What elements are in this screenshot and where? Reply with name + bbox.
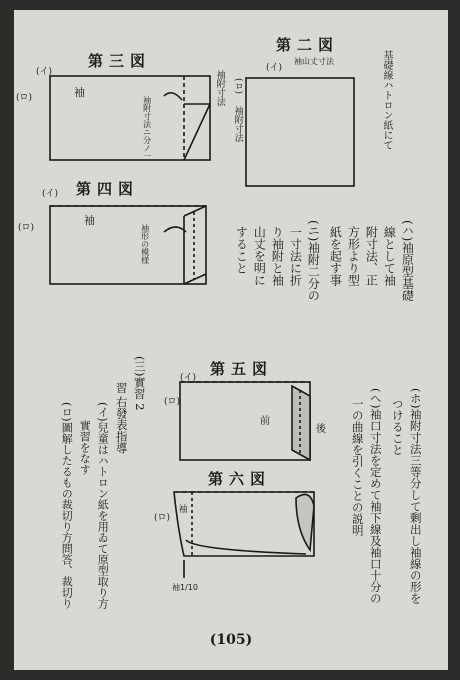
fig4-rect	[50, 206, 206, 284]
fig5-title: 第五図	[210, 360, 274, 378]
fig5-shade	[292, 386, 310, 460]
fig4-sode: 袖	[84, 214, 95, 227]
fig4-title: 第四図	[76, 180, 140, 198]
text-upper-col3: 附寸法、正	[364, 226, 379, 286]
fig6-curve	[186, 540, 306, 554]
fig5-label-i: (イ)	[180, 373, 197, 383]
text-lower-left-col2: 右發表指導	[114, 396, 129, 454]
fig3-sode: 袖	[74, 86, 85, 99]
fig6-sode: 袖	[176, 504, 187, 513]
text-upper-col10: すること	[234, 226, 249, 274]
fig2-rect	[246, 78, 354, 186]
text-upper-col8: り袖附と袖	[270, 226, 285, 286]
fig3-title: 第三図	[88, 52, 152, 70]
text-lower-right-col1: (ホ)袖附寸法三等分して剰出し袖線の形を	[408, 388, 423, 604]
fig3-label-ro: (ロ)	[16, 93, 33, 103]
text-lower-left-col3: 習	[114, 382, 129, 394]
text-lower-left-col5: 實習をなす	[78, 420, 92, 475]
page-number: (105)	[209, 632, 253, 648]
fig2-kiso: 基礎線ハトロン紙にて	[381, 50, 392, 150]
fig6-fraction: 袖1/10	[172, 583, 198, 592]
fig5-label-ro: (ロ)	[164, 397, 181, 407]
text-lower-left-col6: (ロ)圖解したるもの裁切り方問答、裁切り	[60, 402, 74, 609]
fig2-label-ro: (ロ)	[232, 78, 243, 95]
fig4-arrow	[164, 227, 186, 232]
fig4-label-ro: (ロ)	[18, 223, 35, 233]
fig2-title: 第二図	[276, 36, 340, 54]
fig5-rect	[180, 382, 310, 460]
fig2-sodeyama: 袖山丈寸法	[294, 57, 334, 66]
text-lower-right-col2: つけること	[390, 398, 405, 456]
fig3-diagonal	[184, 104, 210, 160]
text-upper-col7: 一寸法に折	[288, 226, 303, 286]
text-upper-col4: 方形より型	[346, 226, 361, 286]
fig5-mae: 前	[260, 416, 270, 427]
fig4-note: 袖形の模様	[140, 224, 150, 264]
fig6-label-ro: (ロ)	[154, 513, 171, 523]
text-upper-col5: 紙を起す事	[328, 226, 343, 286]
text-upper-col2: 線として袖	[382, 226, 397, 286]
fig3-note: 袖附寸法ニ分ノ一	[142, 96, 152, 160]
fig2-label-i: (イ)	[266, 63, 283, 73]
text-upper-col1: (ハ)袖原型基礎	[400, 220, 415, 302]
fig6-shade	[296, 494, 314, 550]
fig3-sodetsuke: 袖附寸法	[214, 70, 225, 106]
fig5-ushiro: 後	[316, 424, 326, 435]
text-upper-col6: (ニ)袖附二分の	[306, 220, 321, 302]
textbook-page	[14, 10, 448, 670]
fig2-sodetsuke: 袖附寸法	[232, 106, 243, 142]
fig3-arrow	[164, 93, 182, 100]
fig4-label-i: (イ)	[42, 189, 59, 199]
text-lower-left-col4: (イ)兒童はハトロン紙を用ゐて原型取り方	[96, 402, 110, 609]
fig6-title: 第六図	[208, 470, 272, 488]
text-lower-left-col1: (三)實習 2	[132, 356, 147, 411]
fig3-label-i: (イ)	[36, 67, 53, 77]
text-lower-right-col3: (ヘ)袖口寸法を定めて袖下線及袖口十分の	[368, 388, 383, 604]
text-lower-right-col4: 一の曲線を引くことの説明	[350, 398, 365, 536]
fig6-outline	[174, 492, 314, 556]
text-upper-col9: 山丈を明に	[252, 226, 267, 286]
